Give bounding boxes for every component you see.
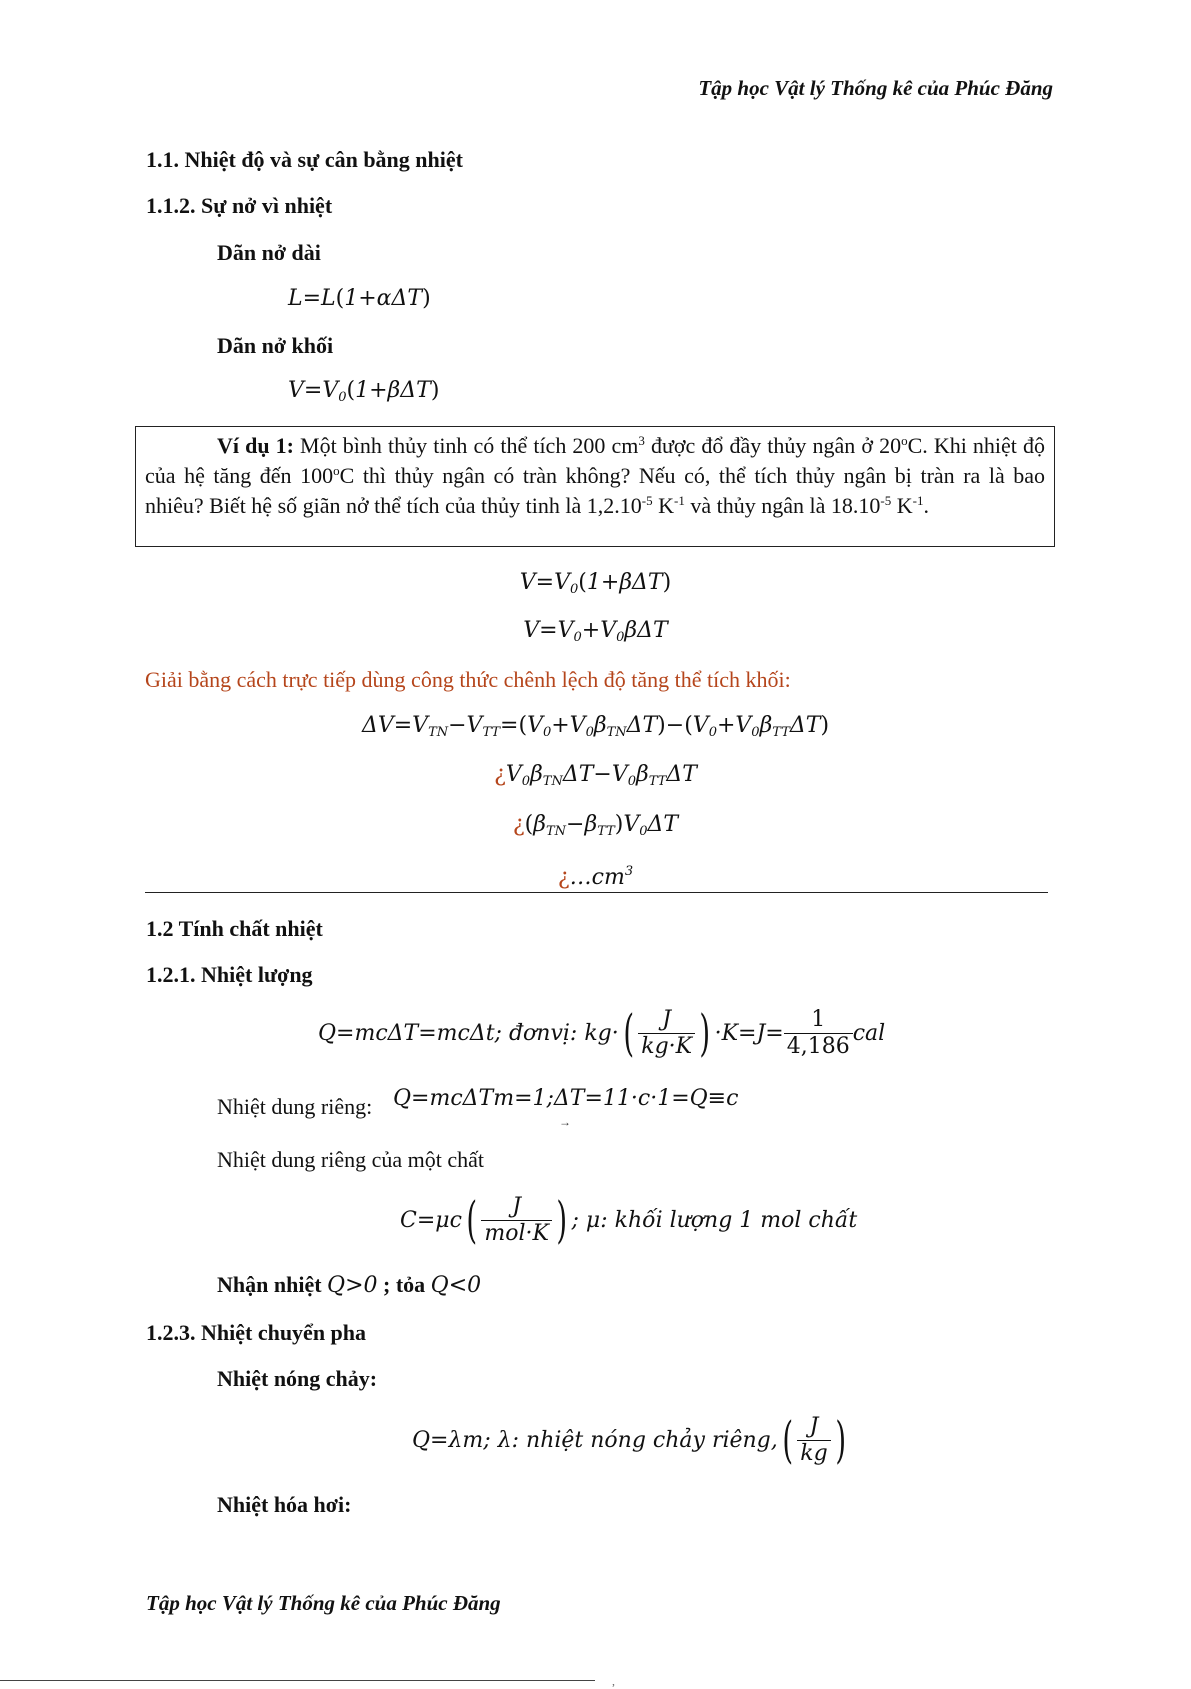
solution-note: Giải bằng cách trực tiếp dùng công thức chênh lệch độ tăng thể tích khối:	[145, 667, 791, 692]
example-1-text: Một bình thủy tinh có thể tích 200 cm	[293, 433, 639, 458]
molar-formula-right: ; μ: khối lượng 1 mol chất	[571, 1207, 858, 1233]
heat-formula-right: cal	[852, 1020, 886, 1046]
paren-right: )	[556, 1191, 568, 1249]
vaporization-heat-label: Nhiệt hóa hơi:	[217, 1492, 352, 1517]
example-1-text: C thì thủy ngân có tràn không? Nếu có, thể tích thủy ngân bị tràn ra là bao nhiêu? Biết hệ số giãn nở thể tích của thủy tinh là 1,2.10	[145, 463, 1046, 518]
superscript: o	[901, 433, 908, 448]
example-1-box	[135, 426, 1055, 547]
section-1-2-3-heading: 1.2.3. Nhiệt chuyển pha	[146, 1320, 367, 1345]
arrow-icon: →	[559, 1115, 571, 1129]
example-1-label: Ví dụ 1:	[217, 433, 294, 458]
page-footer: Tập học Vật lý Thống kê của Phúc Đăng	[146, 1591, 501, 1615]
footer-divider	[0, 1680, 595, 1681]
cal-fraction	[784, 1007, 853, 1060]
section-1-2-1-heading: 1.2.1. Nhiệt lượng	[146, 962, 313, 987]
paren-left: (	[782, 1411, 793, 1469]
heat-fraction	[638, 1007, 695, 1060]
solution-eq-2: $V=V_0+V_0\beta\Delta T$	[523, 618, 668, 645]
section-1-1-heading: 1.1. Nhiệt độ và sự cân bằng nhiệt	[146, 147, 463, 172]
linear-expansion-formula: L=L(1+αΔT)	[288, 286, 431, 311]
superscript: -5	[880, 493, 892, 508]
linear-expansion-label: Dãn nở dài	[217, 240, 321, 265]
fraction-numerator: J	[638, 1007, 695, 1034]
paren-left: (	[466, 1191, 478, 1249]
horizontal-rule	[145, 892, 1048, 893]
example-1-text: được đổ đầy thủy ngân ở 20	[644, 433, 902, 458]
molar-heat-formula	[400, 1190, 857, 1250]
superscript: 3	[638, 433, 645, 448]
fraction-denominator: mol·K	[484, 1220, 549, 1246]
section-1-1-2-heading: 1.1.2. Sự nở vì nhiệt	[146, 193, 333, 218]
molar-fraction	[481, 1194, 552, 1247]
volume-expansion-formula: $V=V_0(1+\beta\Delta T)$	[288, 378, 440, 405]
example-1-text: .	[923, 493, 929, 518]
specific-heat-formula: Q=mcΔTm=1;ΔT=11·c·1=Q≡c	[393, 1086, 739, 1111]
footer-mark: ,	[612, 1674, 615, 1688]
melting-fraction	[797, 1414, 830, 1467]
page-header: Tập học Vật lý Thống kê của Phúc Đăng	[698, 76, 1053, 100]
specific-heat-label: Nhiệt dung riêng:	[217, 1094, 373, 1119]
volume-expansion-label: Dãn nở khối	[217, 333, 334, 358]
superscript: -1	[912, 493, 924, 508]
fraction-denominator: kg·K	[641, 1033, 693, 1059]
fraction-numerator: J	[481, 1194, 552, 1221]
receive-heat-label: Nhận nhiệt	[217, 1272, 322, 1297]
solution-eq-5: ¿$(\beta_{TN}-\beta_{TT})V_0\Delta T$	[512, 812, 679, 839]
example-1-text: C. Khi nhiệt độ của hệ tăng đến 100	[145, 433, 1045, 488]
solution-eq-1: $V=V_0(1+\beta\Delta T)$	[519, 570, 672, 597]
superscript: o	[333, 463, 340, 478]
heat-formula-mid: ·K=J=	[714, 1020, 784, 1046]
release-heat-label: ; tỏa	[383, 1272, 426, 1297]
fraction-numerator: J	[797, 1414, 830, 1441]
superscript: -1	[674, 493, 685, 508]
example-1-text: và thủy ngân là 18.10	[684, 493, 881, 518]
fraction-denominator: 4,186	[786, 1033, 850, 1059]
molar-heat-label: Nhiệt dung riêng của một chất	[217, 1147, 484, 1172]
melting-formula-text: Q=λm; λ: nhiệt nóng chảy riêng,	[412, 1427, 778, 1453]
heat-sign-line	[217, 1272, 481, 1298]
solution-eq-3: $\Delta V=V_{TN}-V_{TT}=(V_0+V_0\beta_{TN}\Delta T)-(V_0+V_0\beta_{TT}\Delta T)$	[361, 713, 830, 740]
solution-eq-4: ¿$V_0\beta_{TN}\Delta T-V_0\beta_{TT}\Delta T$	[494, 762, 697, 789]
example-1-text: K	[891, 493, 913, 518]
paren-left: (	[623, 1004, 634, 1062]
release-heat-formula: Q<0	[430, 1273, 482, 1298]
melting-heat-label: Nhiệt nóng chảy:	[217, 1366, 378, 1391]
fraction-numerator: 1	[784, 1007, 853, 1034]
section-1-2-heading: 1.2 Tính chất nhiệt	[146, 916, 323, 941]
paren-right: )	[835, 1411, 846, 1469]
example-1-text: K	[652, 493, 674, 518]
fraction-denominator: kg	[800, 1440, 828, 1466]
superscript: -5	[641, 493, 653, 508]
paren-right: )	[699, 1004, 711, 1062]
melting-heat-formula	[412, 1410, 850, 1470]
molar-formula-left: C=μc	[400, 1207, 462, 1233]
heat-formula-left: Q=mcΔT=mcΔt; đơnvị: kg·	[318, 1020, 619, 1046]
solution-eq-6: ¿$\dots cm^3$	[557, 864, 634, 890]
receive-heat-formula: Q>0	[327, 1273, 378, 1298]
heat-formula	[318, 1003, 885, 1063]
